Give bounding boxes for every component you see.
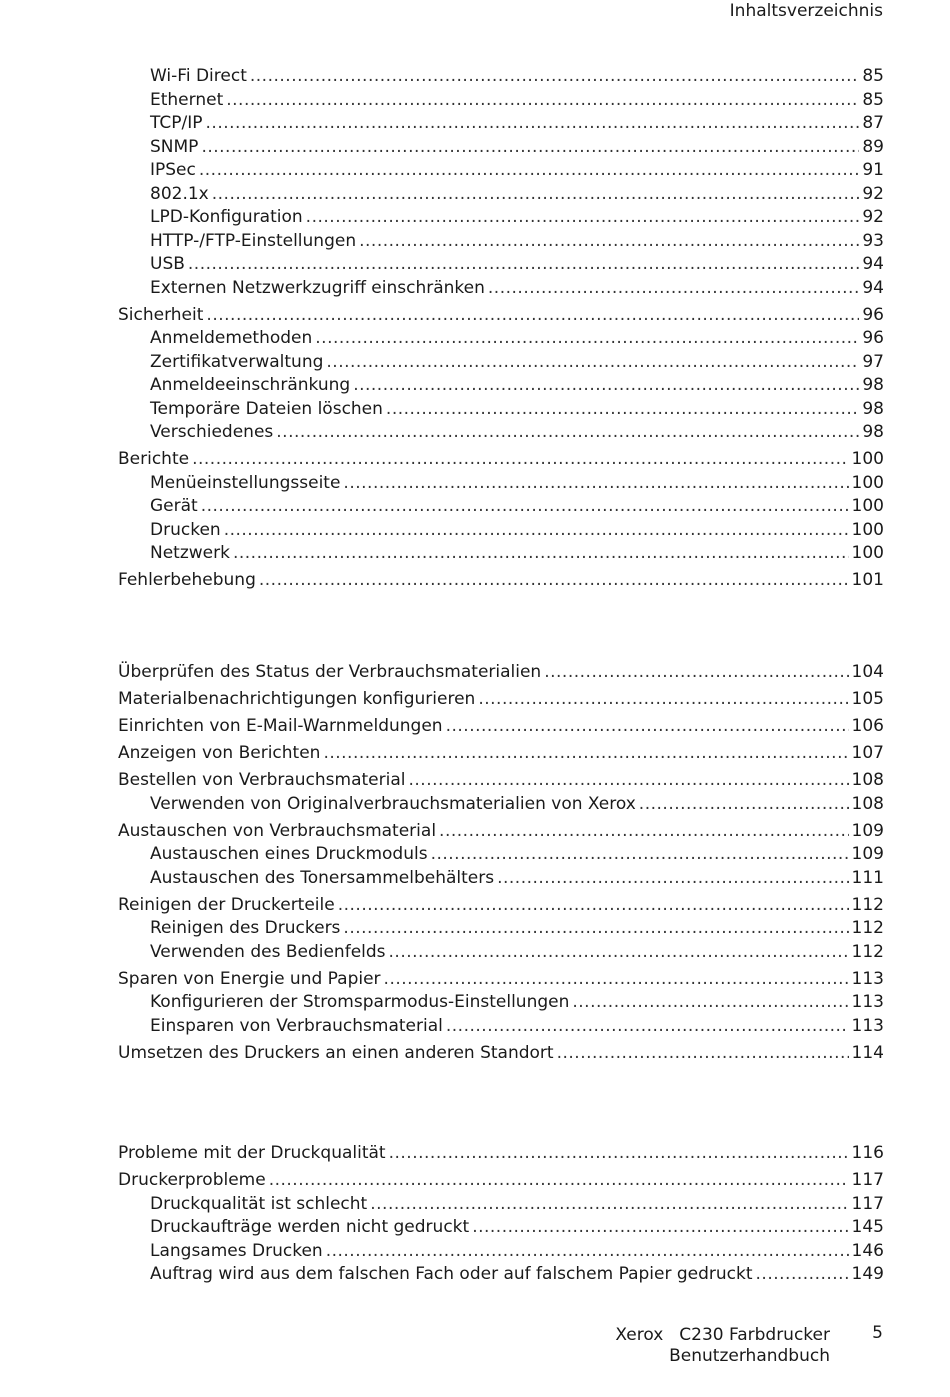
toc-entry-page: 113 [851,968,884,989]
toc-entry-title: Überprüfen des Status der Verbrauchsmaterialien [118,662,542,682]
toc-entry[interactable] [118,821,884,841]
toc-entry-page: 100 [851,496,884,516]
toc-entry-page: 108 [851,793,884,814]
dot-leader [557,1043,849,1063]
toc-entry-title: Langsames Drucken [150,1240,323,1261]
toc-entry-title: Verwenden von Originalverbrauchsmaterialien von Xerox [150,793,636,814]
toc-entry-page: 100 [851,543,884,563]
toc-entry[interactable] [118,662,884,682]
toc-entry-page: 97 [862,351,884,372]
toc-entry-title: Zertifikatverwaltung [150,351,324,372]
toc-entry-title: Sicherheit [118,304,204,325]
page-number: 5 [872,1323,883,1343]
toc-entry[interactable] [118,969,884,989]
dot-leader [338,895,849,915]
toc-entry[interactable] [118,794,884,814]
dot-leader [269,1170,849,1190]
toc-entry-page: 116 [851,1143,884,1163]
toc-entry-page: 113 [851,992,884,1012]
toc-entry[interactable] [118,328,884,348]
dot-leader [431,844,849,864]
footer-brand [615,1325,830,1367]
toc-entry-title: Berichte [118,449,190,469]
toc-entry-page: 146 [851,1240,884,1261]
toc-entry-title: TCP/IP [150,113,203,133]
toc-entry[interactable] [118,1264,884,1284]
toc-entry[interactable] [118,844,884,864]
dot-leader [201,496,849,516]
toc-entry[interactable] [118,399,884,419]
dot-leader [370,1194,848,1214]
dot-leader [276,422,859,442]
toc-entry[interactable] [118,992,884,1012]
toc-entry[interactable] [118,689,884,709]
toc-entry-page: 96 [862,328,884,348]
dot-leader [192,449,848,469]
dot-leader [315,328,859,348]
dot-leader [343,918,848,938]
toc-entry[interactable] [118,375,884,395]
toc-entry[interactable] [118,770,884,790]
toc-entry-title: Menüeinstellungsseite [150,472,341,493]
toc-entry-title: Anmeldemethoden [150,328,313,348]
toc-entry[interactable] [118,543,884,563]
dot-leader [326,1241,849,1261]
toc-entry-page: 96 [862,304,884,325]
dot-leader [389,942,849,962]
toc-entry[interactable] [118,570,884,590]
toc-entry-title: IPSec [150,160,196,180]
toc-entry-page: 113 [851,1015,884,1036]
toc-entry-page: 112 [851,894,884,915]
toc-entry-page: 109 [851,820,884,841]
toc-entry-page: 109 [851,844,884,864]
dot-leader [226,90,859,110]
dot-leader [639,794,849,814]
toc-entry-page: 91 [862,160,884,180]
toc-entry-page: 117 [851,1170,884,1190]
toc-entry[interactable] [118,184,884,204]
toc-entry[interactable] [118,743,884,763]
dot-leader [199,160,859,180]
toc-entry-title: Verschiedenes [150,422,274,442]
toc-entry-title: Einsparen von Verbrauchsmaterial [150,1015,443,1036]
toc-entry[interactable] [118,868,884,888]
toc-entry-title: Reinigen der Druckerteile [118,894,335,915]
toc-entry-title: Externen Netzwerkzugriff einschränken [150,277,485,298]
toc-entry-title: Druckerprobleme [118,1170,266,1190]
toc-entry-page: 94 [862,254,884,274]
toc-entry-title: Gerät [150,496,198,516]
dot-leader [306,207,860,227]
toc-entry-page: 100 [851,472,884,493]
toc-entry-page: 112 [851,941,884,962]
dot-leader [446,716,849,736]
toc-entry[interactable] [118,207,884,227]
dot-leader [386,399,859,419]
toc-entry-title: Sparen von Energie und Papier [118,968,381,989]
footer-manual: Benutzerhandbuch [669,1346,830,1366]
toc-entry-page: 85 [862,89,884,110]
toc-entry-title: Wi-Fi Direct [150,66,247,86]
toc-entry-title: Austauschen von Verbrauchsmaterial [118,820,437,841]
toc-entry[interactable] [118,942,884,962]
toc-entry[interactable] [118,278,884,298]
dot-leader [201,137,859,157]
toc-entry[interactable] [118,137,884,157]
toc-entry-title: SNMP [150,136,199,157]
toc-entry[interactable] [118,496,884,516]
toc-entry[interactable] [118,160,884,180]
toc-entry-page: 92 [862,183,884,204]
toc-entry-page: 108 [851,770,884,790]
toc-entry-page: 100 [851,519,884,540]
toc-entry[interactable] [118,1016,884,1036]
dot-leader [389,1143,849,1163]
toc-entry-page: 101 [851,570,884,590]
toc-entry-title: Umsetzen des Druckers an einen anderen Standort [118,1042,554,1063]
toc-entry-title: Einrichten von E-Mail-Warnmeldungen [118,716,443,736]
toc-entry[interactable] [118,231,884,251]
toc-entry-page: 145 [851,1217,884,1237]
toc-entry[interactable] [118,422,884,442]
toc-entry[interactable] [118,352,884,372]
toc-entry-page: 85 [862,66,884,86]
toc-entry-page: 112 [851,918,884,938]
dot-leader [572,992,848,1012]
toc-entry-title: Drucken [150,519,221,540]
toc-entry-page: 89 [862,136,884,157]
dot-leader [233,543,849,563]
toc-entry[interactable] [118,254,884,274]
toc-entry-page: 117 [851,1193,884,1214]
dot-leader [359,231,859,251]
toc-entry[interactable] [118,716,884,736]
toc-entry-title: Austauschen eines Druckmoduls [150,844,428,864]
toc-entry-page: 87 [862,113,884,133]
toc-entry[interactable] [118,1194,884,1214]
toc-entry-page: 98 [862,375,884,395]
toc-entry-page: 114 [851,1042,884,1063]
toc-entry-title: 802.1x [150,183,209,204]
footer-brand-name: Xerox [615,1325,664,1345]
dot-leader [756,1264,849,1284]
toc-entry-title: HTTP-/FTP-Einstellungen [150,230,357,251]
toc-entry-page: 98 [862,398,884,419]
toc-entry-title: Konfigurieren der Stromsparmodus-Einstellungen [150,992,570,1012]
toc-entry[interactable] [118,895,884,915]
toc-entry-title: Auftrag wird aus dem falschen Fach oder auf falschem Papier gedruckt [150,1264,753,1284]
toc-entry-title: Bestellen von Verbrauchsmaterial [118,770,406,790]
dot-leader [472,1217,848,1237]
toc-entry-page: 104 [851,662,884,682]
toc-entry-title: Materialbenachrichtigungen konfigurieren [118,689,476,709]
toc-entry-page: 107 [851,743,884,763]
dot-leader [544,662,848,682]
toc-entry-title: Netzwerk [150,543,230,563]
dot-leader [224,520,849,540]
footer-model: C230 Farbdrucker [679,1325,830,1345]
toc-entry[interactable] [118,520,884,540]
toc-entry-page: 98 [862,422,884,442]
toc-entry-title: Temporäre Dateien löschen [150,398,383,419]
dot-leader [206,113,860,133]
toc-entry-title: Druckqualität ist schlecht [150,1193,368,1214]
dot-leader [409,770,849,790]
running-header: Inhaltsverzeichnis [729,1,883,21]
dot-leader [326,352,859,372]
toc-entry[interactable] [118,1170,884,1190]
toc-entry-title: Anzeigen von Berichten [118,743,321,763]
toc-entry-title: Fehlerbehebung [118,570,256,590]
toc-entry[interactable] [118,1217,884,1237]
dot-leader [343,473,848,493]
dot-leader [212,184,860,204]
toc-entry-page: 149 [851,1264,884,1284]
toc-entry-page: 105 [851,689,884,709]
toc-entry[interactable] [118,918,884,938]
dot-leader [439,821,849,841]
toc-entry-title: Ethernet [150,89,224,110]
toc-entry-title: Druckaufträge werden nicht gedruckt [150,1217,470,1237]
toc-entry[interactable] [118,113,884,133]
toc-entry-title: Anmeldeeinschränkung [150,375,351,395]
dot-leader [353,375,859,395]
toc-entry-page: 111 [851,867,884,888]
dot-leader [384,969,849,989]
toc-entry[interactable] [118,1143,884,1163]
dot-leader [497,868,848,888]
toc-entry-title: USB [150,254,185,274]
toc-entry-title: Verwenden des Bedienfelds [150,941,386,962]
dot-leader [259,570,849,590]
toc-entry-page: 100 [851,449,884,469]
toc-entry[interactable] [118,90,884,110]
toc-entry[interactable] [118,305,884,325]
toc-entry-page: 92 [862,207,884,227]
toc-entry[interactable] [118,473,884,493]
dot-leader [488,278,859,298]
toc-entry[interactable] [118,1241,884,1261]
toc-entry[interactable] [118,1043,884,1063]
dot-leader [188,254,859,274]
toc-entry-title: Reinigen des Druckers [150,918,341,938]
toc-entry[interactable] [118,449,884,469]
toc-entry-page: 106 [851,716,884,736]
dot-leader [206,305,859,325]
toc-entry-page: 94 [862,277,884,298]
dot-leader [323,743,848,763]
toc-entry-title: Probleme mit der Druckqualität [118,1143,386,1163]
dot-leader [478,689,848,709]
toc-entry-title: Austauschen des Tonersammelbehälters [150,867,495,888]
dot-leader [250,66,859,86]
toc-entry-title: LPD-Konfiguration [150,207,303,227]
dot-leader [446,1016,849,1036]
toc-entry[interactable] [118,66,884,86]
toc-entry-page: 93 [862,230,884,251]
